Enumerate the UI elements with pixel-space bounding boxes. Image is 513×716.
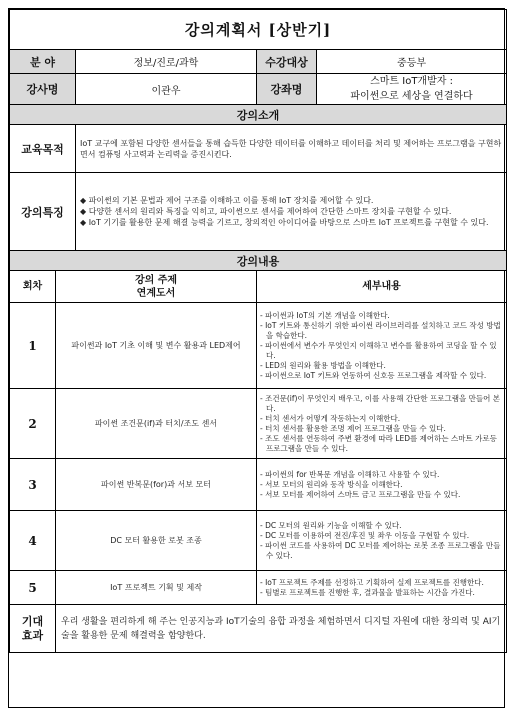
session-number: 5	[10, 571, 56, 605]
detail-item: - 터치 센서가 어떻게 작동하는지 이해한다.	[260, 413, 401, 423]
detail-item: - 조도 센서를 연동하여 주변 환경에 따라 LED를 제어하는 스마트 가로등 프로그램을 만들 수 있다.	[260, 433, 497, 453]
detail-item: - IoT 키트와 통신하기 위한 파이썬 라이브러리를 설치하고 코드 작성 방법을 학습한다.	[260, 320, 501, 340]
session-number: 3	[10, 459, 56, 511]
detail-item: - DC 모터를 이용하여 전진/후진 및 좌우 이동을 구현할 수 있다.	[260, 530, 470, 540]
detail-item: - 파이썬으로 IoT 키트와 연동하여 신호등 프로그램을 제작할 수 있다.	[260, 370, 487, 380]
detail-item: - DC 모터의 원리와 기능을 이해할 수 있다.	[260, 520, 402, 530]
lecture-plan-table	[9, 9, 507, 653]
field-value: 정보/진로/과학	[76, 50, 257, 74]
detail-item: - 서보 모터를 제어하여 스마트 금고 프로그램을 만들 수 있다.	[260, 489, 461, 499]
features-list	[76, 173, 507, 251]
detail-item: - LED의 원리와 활용 방법을 이해한다.	[260, 360, 386, 370]
content-section-title: 강의내용	[10, 251, 507, 271]
session-details	[257, 511, 507, 571]
session-topic: 파이썬과 IoT 기초 이해 및 변수 활용과 LED제어	[56, 303, 257, 389]
session-details	[257, 303, 507, 389]
goal-label: 교육목적	[10, 125, 76, 173]
detail-item: - 파이썬의 for 반복문 개념을 이해하고 사용할 수 있다.	[260, 469, 440, 479]
session-topic: DC 모터 활용한 로봇 조종	[56, 511, 257, 571]
session-details	[257, 389, 507, 459]
table-row	[10, 511, 507, 571]
feature-item: ◆ 다양한 센서의 원리와 특징을 익히고, 파이썬으로 센서를 제어하여 간단한 스마트 장치를 구현할 수 있다.	[80, 207, 452, 216]
features-label: 강의특징	[10, 173, 76, 251]
topic-column-header	[56, 271, 257, 303]
detail-item: - 파이썬에서 변수가 무엇인지 이해하고 변수를 활용하여 코딩을 할 수 있다.	[260, 340, 497, 360]
feature-item: ◆ 파이썬의 기본 문법과 제어 구조를 이해하고 이를 통해 IoT 장치를 제어할 수 있다.	[80, 196, 374, 205]
instructor-value: 이관우	[76, 74, 257, 105]
effect-text: 우리 생활을 편리하게 해 주는 인공지능과 IoT기술의 융합 과정을 체험하면서 디지털 자원에 대한 창의력 및 AI기술을 활용한 문제 해결력을 함양한다.	[56, 605, 507, 653]
topic-header-line-1: 강의 주제	[134, 274, 178, 286]
effect-label-line-1: 기대	[21, 614, 44, 628]
effect-label	[10, 605, 56, 653]
goal-text: IoT 교구에 포함된 다양한 센서들을 통해 습득한 다양한 데이터를 이해하고 데이터를 처리 및 제어하는 프로그램을 구현하면서 컴퓨팅 사고력과 논리력을 증진시킨다.	[76, 125, 507, 173]
feature-item: ◆ IoT 기기를 활용한 문제 해결 능력을 기르고, 창의적인 아이디어를 바탕으로 스마트 IoT 프로젝트를 구현할 수 있다.	[80, 218, 489, 227]
course-value	[317, 74, 507, 105]
effect-label-line-2: 효과	[21, 628, 44, 642]
topic-header-line-2: 연계도서	[136, 287, 176, 299]
session-details	[257, 571, 507, 605]
detail-item: - 조건문(if)이 무엇인지 배우고, 이를 사용해 간단한 프로그램을 만들어 본다.	[260, 393, 500, 413]
session-topic: 파이썬 조건문(if)과 터치/조도 센서	[56, 389, 257, 459]
table-row	[10, 303, 507, 389]
table-row	[10, 459, 507, 511]
intro-section-title: 강의소개	[10, 105, 507, 125]
detail-item: - 서보 모터의 원리와 동작 방식을 이해한다.	[260, 479, 403, 489]
lecture-plan-document	[8, 8, 505, 708]
document-title: 강의계획서 [상반기]	[10, 10, 507, 50]
target-value: 중등부	[317, 50, 507, 74]
target-label: 수강대상	[257, 50, 317, 74]
instructor-label: 강사명	[10, 74, 76, 105]
session-topic: IoT 프로젝트 기획 및 제작	[56, 571, 257, 605]
detail-item: - 팀별로 프로젝트를 진행한 후, 결과물을 발표하는 시간을 가진다.	[260, 587, 475, 597]
table-row	[10, 389, 507, 459]
table-row	[10, 571, 507, 605]
course-name-line-1: 스마트 IoT개발자 :	[370, 76, 453, 87]
field-label: 분 야	[10, 50, 76, 74]
session-number: 2	[10, 389, 56, 459]
session-column-header: 회차	[10, 271, 56, 303]
course-label: 강좌명	[257, 74, 317, 105]
detail-item: - IoT 프로젝트 주제를 선정하고 기획하여 실제 프로젝트를 진행한다.	[260, 577, 484, 587]
session-number: 4	[10, 511, 56, 571]
session-topic: 파이썬 반복문(for)과 서보 모터	[56, 459, 257, 511]
detail-item: - 파이썬과 IoT의 기본 개념을 이해한다.	[260, 310, 390, 320]
detail-column-header: 세부내용	[257, 271, 507, 303]
session-details	[257, 459, 507, 511]
detail-item: - 터치 센서를 활용한 조명 제어 프로그램을 만들 수 있다.	[260, 423, 446, 433]
detail-item: - 파이썬 코드를 사용하여 DC 모터를 제어하는 로봇 조종 프로그램을 만들 수 있다.	[260, 540, 501, 560]
course-name-line-2: 파이썬으로 세상을 연결하다	[350, 91, 473, 102]
session-number: 1	[10, 303, 56, 389]
